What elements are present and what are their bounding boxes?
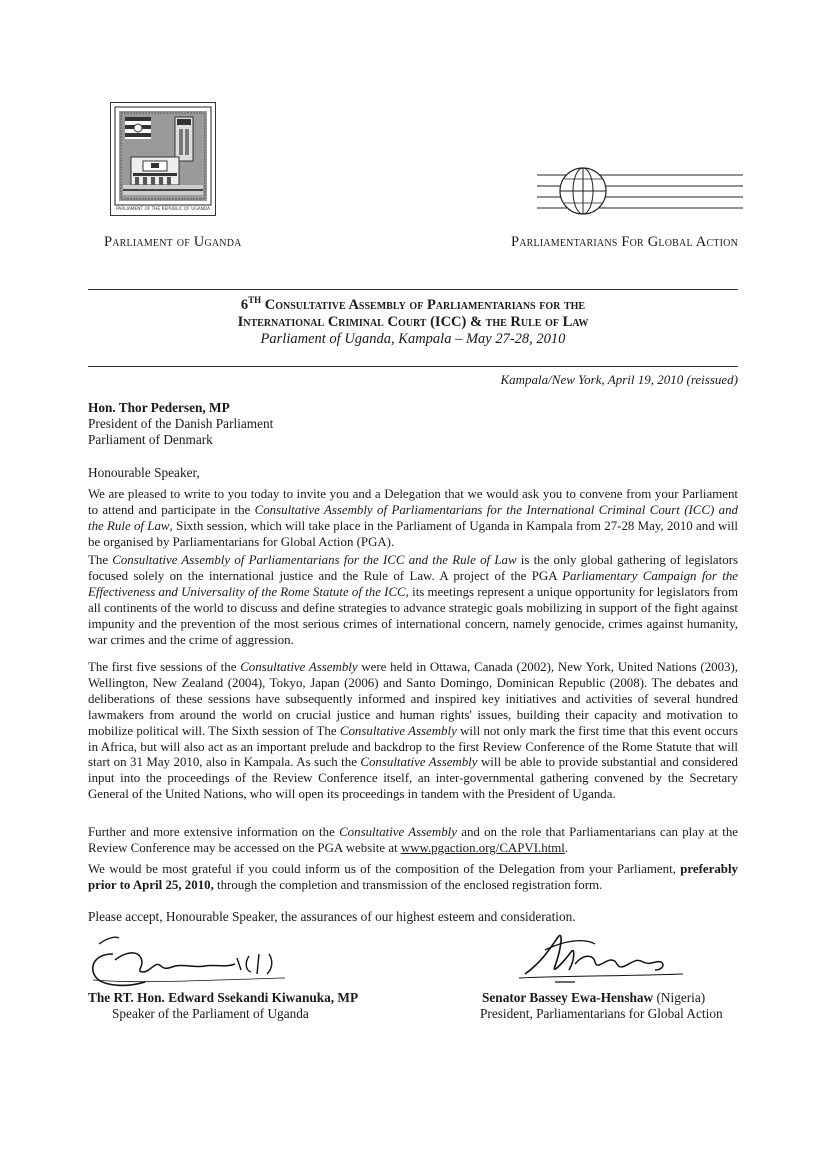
p3-text-a: The first five sessions of the (88, 660, 241, 674)
addressee-block (88, 400, 273, 448)
p3-text-g: will be able to provide substantial and considered input into the proceedings of the Review Conference itself, an inter-governmental gathering convened by the Secretary General of the United Nations, who will open its proceedings in tandem with the President of Uganda. (88, 755, 738, 802)
header-rule-top (88, 289, 738, 290)
signer-right-country: (Nigeria) (653, 990, 706, 1005)
p3-text-c: were held in Ottawa, Canada (2002), New York, United Nations (2003), Wellington, New Zealand (2004), Tokyo, Japan (2006) and Santo Domingo, Dominican Republic (2008). The debates and deliberations of these sessions have subsequently informed and inspired key initiatives and activities of several hundred lawmakers from around the world on crucial justice and human rights' issues, building their capacity and motivation to mobilize political will. The Sixth session of The (88, 660, 738, 738)
p3-italic-b: Consultative Assembly (240, 660, 358, 674)
p4-text-c: and on the role that Parliamentarians can play at the Review Conference may be accessed on the PGA website at (88, 825, 738, 855)
emblem-caption: PARLIAMENT OF THE REPUBLIC OF UGANDA (115, 207, 211, 212)
p2-text-c: is the only global gathering of legislators focused solely on the international justice and the Rule of Law. A project of the PGA (88, 553, 738, 583)
parliament-building-icon (111, 103, 215, 215)
p4-text-d: . (564, 840, 569, 855)
dateline: Kampala/New York, April 19, 2010 (reissued) (500, 372, 738, 387)
globe-icon (537, 165, 743, 215)
assembly-heading (88, 297, 738, 348)
assembly-ordinal-suffix: TH (248, 295, 262, 305)
p5-bold-deadline: preferably prior to April 25, 2010, (88, 862, 738, 892)
paragraph-3 (88, 660, 738, 803)
pga-logo (537, 165, 743, 215)
signer-right (480, 990, 723, 1022)
p1-italic-b: Consultative Assembly of Parliamentarians for the International Criminal Court (ICC) and the Rule of Law (88, 502, 738, 533)
p4-italic-b: Consultative Assembly (339, 825, 457, 839)
p4-text-a: Further and more extensive information on the (88, 825, 340, 839)
assembly-line-1-text: Consultative Assembly of Parliamentarians for the (264, 297, 586, 313)
closing-line: Please accept, Honourable Speaker, the assurances of our highest esteem and consideration. (88, 909, 576, 924)
paragraph-2 (88, 553, 738, 648)
signature-right (515, 930, 685, 990)
addressee-name: Hon. Thor Pedersen, MP (88, 400, 230, 415)
p5-text-a: We would be most grateful if you could inform us of the composition of the Delegation from your Parliament, (88, 862, 681, 876)
signer-left-name: The RT. Hon. Edward Ssekandi Kiwanuka, MP (88, 990, 359, 1005)
assembly-line-1 (88, 297, 738, 314)
handwritten-signature-icon (85, 930, 295, 992)
signer-left-title: Speaker of the Parliament of Uganda (112, 1006, 309, 1021)
p3-text-e: will not only mark the first time that this event occurs in Africa, but will also act as an important prelude and backdrop to the first Review Conference of the Rome Statute that will start on 31 May 2010, also in Kampala. As such the (88, 723, 738, 770)
p3-italic-d: Consultative Assembly (339, 723, 457, 738)
assembly-venue: Parliament of Uganda, Kampala – May 27-28, 2010 (260, 331, 566, 347)
assembly-ordinal: 6 (240, 297, 249, 313)
p2-italic-b: Consultative Assembly of Parliamentarians for the ICC and the Rule of Law (112, 553, 517, 567)
p5-text-c: through the completion and transmission of the enclosed registration form. (213, 877, 603, 892)
p3-italic-f: Consultative Assembly (360, 755, 478, 770)
p2-italic-d: Parliamentary Campaign for the Effectiveness and Universality of the Rome Statute of the ICC (88, 568, 738, 599)
org-right-name: Parliamentarians For Global Action (510, 234, 738, 250)
p2-text-a: The (88, 553, 113, 567)
paragraph-4 (88, 825, 738, 857)
signature-left (85, 930, 295, 992)
paragraph-5 (88, 862, 738, 894)
org-left-name: Parliament of Uganda (104, 234, 242, 250)
handwritten-signature-icon (515, 930, 685, 990)
assembly-line-2: International Criminal Court (ICC) & the Rule of Law (237, 314, 589, 330)
pga-website-link[interactable]: www.pgaction.org/CAPVI.html (400, 840, 565, 855)
signer-right-title: President, Parliamentarians for Global Action (480, 1006, 723, 1021)
header-rule-bottom (88, 366, 738, 367)
p2-text-e: , its meetings represent a unique opportunity for legislators from all continents of the world to discuss and define strategies to advance strategic goals mobilizing in support of the fight against impunity and the prevention of the most serious crimes of international concern, namely genocide, crimes against humanity, war crimes and the crime of aggression. (88, 584, 738, 647)
parliament-emblem (110, 102, 216, 216)
p1-text-a: We are pleased to write to you today to invite you and a Delegation that we would ask you to convene from your Parliament to attend and participate in the (88, 487, 738, 517)
paragraph-1 (88, 487, 738, 551)
addressee-title: President of the Danish Parliament (88, 416, 274, 431)
p1-text-c: , Sixth session, which will take place in the Parliament of Uganda in Kampala from 27-28 May, 2010 and will be organised by Parliamentarians for Global Action (PGA). (88, 518, 739, 549)
signer-left (88, 990, 358, 1022)
addressee-institution: Parliament of Denmark (88, 432, 213, 447)
signer-right-name: Senator Bassey Ewa-Henshaw (482, 990, 654, 1005)
salutation: Honourable Speaker, (88, 465, 200, 480)
